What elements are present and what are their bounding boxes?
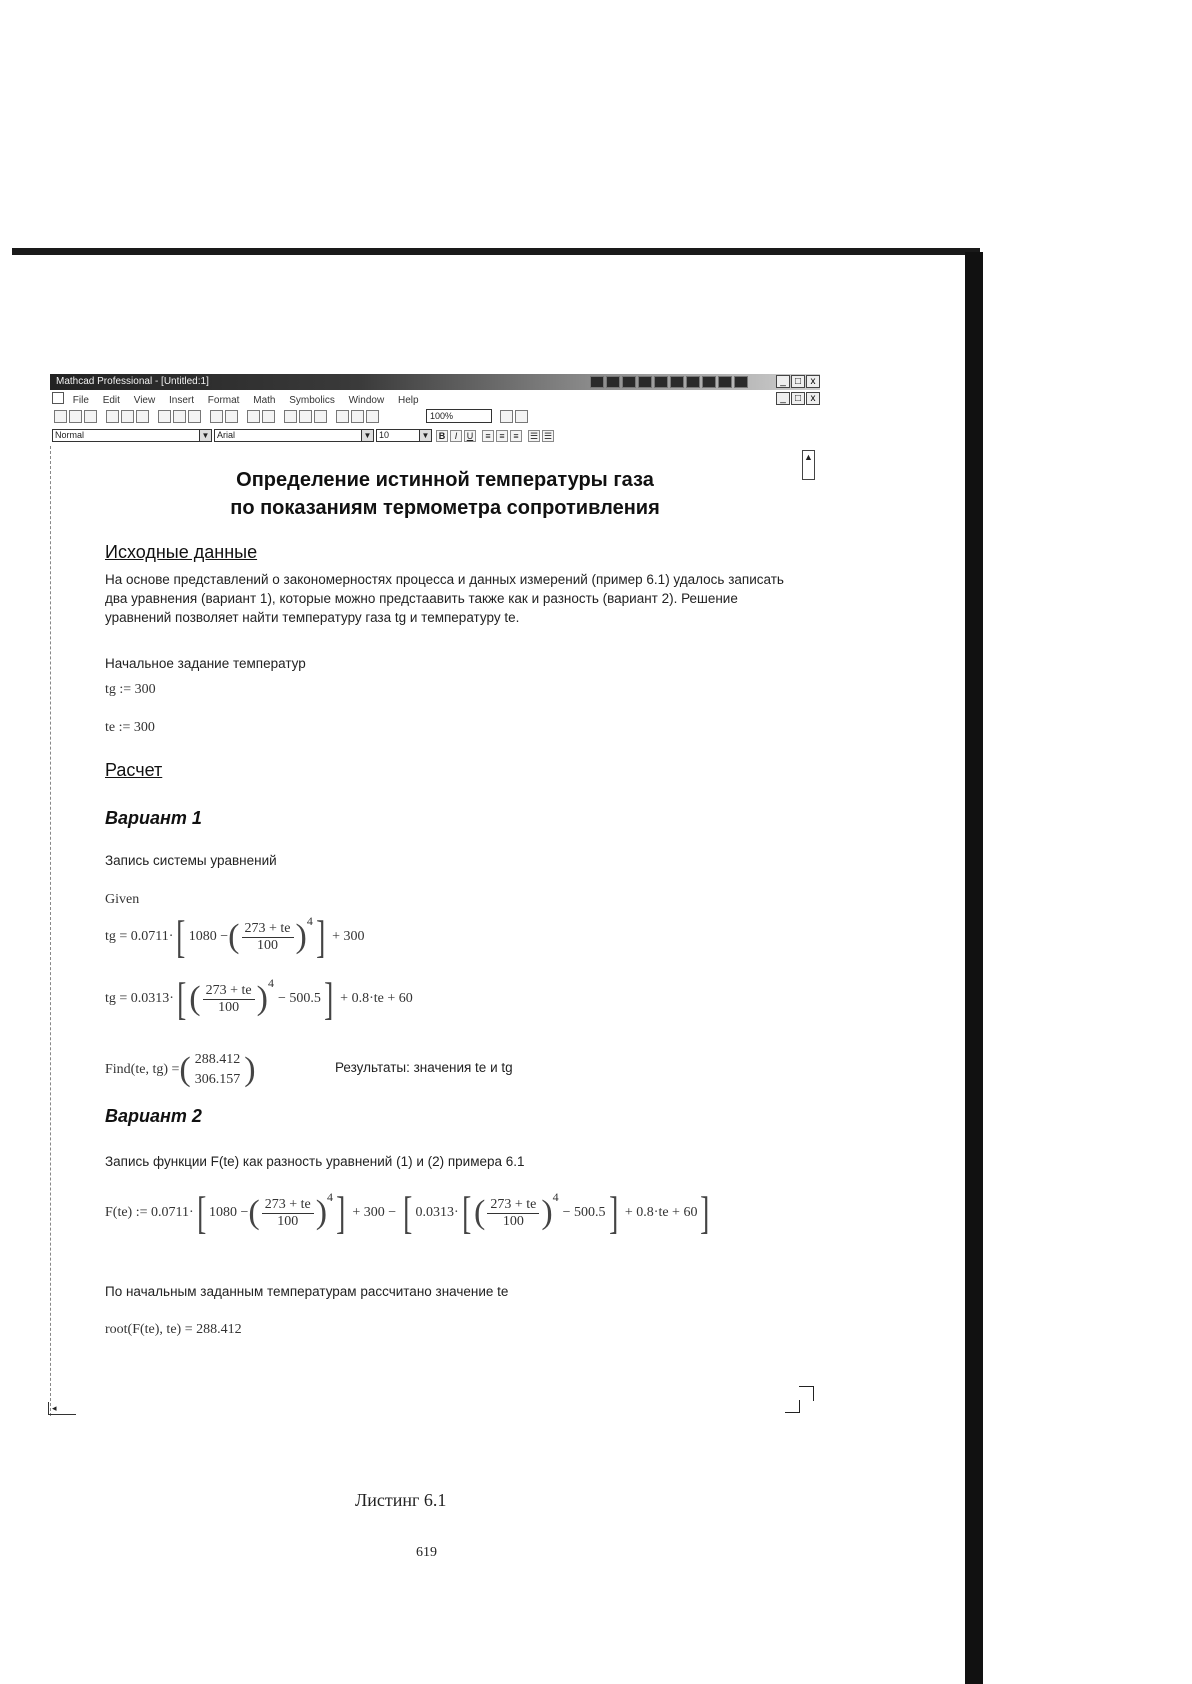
find-tg-value: 306.157 (194, 1072, 241, 1087)
bullets-icon[interactable]: ☰ (529, 431, 539, 441)
func-fraction-2 (487, 1197, 539, 1230)
bracket: [ (196, 1187, 206, 1238)
func-power-2: 4 (552, 1189, 559, 1204)
func-mid: − 500.5 (562, 1205, 606, 1220)
tool-icon[interactable] (718, 376, 732, 388)
system-label: Запись системы уравнений (105, 853, 277, 868)
menu-format[interactable]: Format (207, 395, 240, 406)
variant-1-heading: Вариант 1 (105, 808, 202, 828)
font-size-value: 10 (379, 430, 390, 440)
eq2-lhs: tg = 0.0313· (105, 991, 174, 1006)
window-controls (776, 375, 820, 388)
func-coef-2: 0.0313· (415, 1205, 459, 1220)
listing-caption: Листинг 6.1 (355, 1490, 447, 1510)
bracket: ] (700, 1187, 710, 1238)
chevron-down-icon[interactable]: ▼ (419, 430, 431, 441)
eq2-fraction (203, 983, 255, 1016)
tool-icon[interactable] (590, 376, 604, 388)
section-input-heading: Исходные данные (105, 542, 258, 562)
chevron-down-icon[interactable]: ▼ (361, 430, 373, 441)
eq2-mid: − 500.5 (277, 991, 321, 1006)
tool-icon[interactable] (702, 376, 716, 388)
tool-icon[interactable] (622, 376, 636, 388)
bracket: ] (323, 973, 334, 1024)
eq2-power: 4 (267, 975, 274, 990)
window-title: Mathcad Professional - [Untitled:1] (56, 376, 209, 387)
eq1-power: 4 (306, 913, 313, 928)
menu-window[interactable]: Window (348, 395, 385, 406)
bold-icon[interactable]: B (436, 430, 448, 442)
results-label: Результаты: значения te и tg (335, 1060, 513, 1075)
tool-icon[interactable] (654, 376, 668, 388)
worksheet-left-edge (50, 446, 52, 1416)
menu-edit[interactable]: Edit (102, 395, 120, 406)
paren: ( (189, 980, 201, 1017)
paste-icon[interactable] (188, 410, 201, 423)
find-lhs: Find(te, tg) = (105, 1062, 180, 1077)
paren: ) (315, 1194, 328, 1231)
page-corner-marker (785, 1386, 815, 1414)
intro-text: На основе представлений о закономерностях процесса и данных измерений (пример 6.1) удалось записать два уравнения (вариант 1), которые можно предстаавить также как и разность (вариант 2). Решение уравнений позволяет найти температуру газа tg и температуру te. (105, 572, 784, 625)
insert-unit-icon[interactable] (299, 410, 312, 423)
tool-icon[interactable] (670, 376, 684, 388)
minimize-button[interactable]: _ (776, 375, 790, 388)
font-select[interactable] (214, 429, 374, 442)
eq2-tail: + 0.8·te + 60 (340, 991, 413, 1006)
bracket: ] (608, 1187, 618, 1238)
tool-icon[interactable] (638, 376, 652, 388)
menu-help[interactable]: Help (397, 395, 419, 406)
equation-1[interactable] (105, 911, 365, 962)
undo-icon[interactable] (210, 410, 223, 423)
paren: ( (228, 918, 240, 955)
insert-hyperlink-icon[interactable] (336, 410, 349, 423)
doc-minimize-button[interactable]: _ (776, 392, 790, 405)
func-power-1: 4 (327, 1189, 334, 1204)
title-line-1: Определение истинной температуры газа (236, 469, 654, 491)
align-left-icon[interactable]: ≡ (482, 430, 494, 442)
style-select[interactable] (52, 429, 212, 442)
align-right-icon[interactable]: ≡ (510, 430, 522, 442)
tg-init-expression[interactable]: tg := 300 (105, 682, 156, 697)
resources-icon[interactable] (500, 410, 513, 423)
save-icon[interactable] (84, 410, 97, 423)
menu-bar (50, 392, 820, 406)
func-numerator-2: 273 + te (487, 1197, 539, 1214)
te-init-expression[interactable]: te := 300 (105, 720, 155, 735)
paren: ) (541, 1194, 553, 1231)
open-icon[interactable] (69, 410, 82, 423)
eq1-fraction (242, 921, 294, 954)
insert-function-icon[interactable] (284, 410, 297, 423)
eq1-denominator: 100 (257, 937, 278, 953)
corner-line (785, 1400, 800, 1413)
bracket: [ (176, 911, 186, 962)
function-definition[interactable] (105, 1187, 713, 1238)
eq2-denominator: 100 (218, 999, 240, 1015)
variant-2-heading: Вариант 2 (105, 1106, 202, 1126)
bracket: [ (177, 973, 187, 1024)
component-wizard-icon[interactable] (351, 410, 364, 423)
title-line-2: по показаниям термометра сопротивления (230, 497, 660, 519)
doc-restore-button[interactable]: □ (791, 392, 805, 405)
spell-check-icon[interactable] (136, 410, 149, 423)
menu-insert[interactable]: Insert (168, 395, 194, 406)
bracket: ] (315, 911, 326, 962)
align-down-icon[interactable] (262, 410, 275, 423)
menu-symbolics[interactable]: Symbolics (289, 395, 335, 406)
document-icon[interactable] (52, 392, 64, 404)
numbering-icon[interactable]: ☰ (543, 431, 553, 441)
tool-icon[interactable] (606, 376, 620, 388)
bracket: [ (461, 1187, 471, 1238)
title-bar (50, 374, 820, 390)
cut-icon[interactable] (158, 410, 171, 423)
tool-icon[interactable] (686, 376, 700, 388)
eq1-lhs: tg = 0.0711· (105, 929, 174, 944)
paren: ( (248, 1194, 260, 1231)
zoom-select[interactable] (426, 409, 492, 423)
maximize-button[interactable]: □ (791, 375, 805, 388)
given-keyword[interactable]: Given (105, 892, 140, 907)
paren: ) (244, 1051, 256, 1088)
eq1-numerator: 273 + te (242, 921, 294, 938)
mathcad-window (50, 374, 820, 1436)
eq1-constant: 1080 − (188, 929, 229, 944)
tool-icon[interactable] (734, 376, 748, 388)
root-expression[interactable]: root(F(te), te) = 288.412 (105, 1322, 242, 1337)
menu-view[interactable]: View (133, 395, 156, 406)
func-denominator-1: 100 (277, 1213, 299, 1229)
print-preview-icon[interactable] (121, 410, 134, 423)
eq2-numerator: 273 + te (203, 983, 255, 1000)
function-label: Запись функции F(te) как разность уравнений (1) и (2) примера 6.1 (105, 1154, 525, 1169)
redo-icon[interactable] (225, 410, 238, 423)
equation-2[interactable] (105, 973, 413, 1024)
section-calc-heading: Расчет (105, 760, 163, 780)
find-te-value: 288.412 (194, 1052, 241, 1067)
func-plus: + 300 − (352, 1205, 397, 1220)
align-across-icon[interactable] (247, 410, 260, 423)
corner-line (799, 1386, 814, 1401)
formatting-toolbar (50, 428, 820, 444)
func-numerator-1: 273 + te (262, 1197, 314, 1214)
eq1-tail: + 300 (332, 929, 365, 944)
style-value: Normal (55, 430, 85, 440)
func-constant: 1080 − (208, 1205, 249, 1220)
calculate-icon[interactable] (314, 410, 327, 423)
help-icon[interactable] (515, 410, 528, 423)
horizontal-scrollbar[interactable]: ◂ (48, 1402, 76, 1415)
zoom-value: 100% (430, 411, 454, 421)
page-number: 619 (416, 1545, 437, 1560)
scan-top-edge (12, 248, 980, 255)
copy-icon[interactable] (173, 410, 186, 423)
menu-file[interactable]: File (72, 395, 89, 406)
font-size-select[interactable] (376, 429, 432, 442)
title-toolbar (590, 376, 748, 388)
doc-window-controls (776, 392, 820, 405)
paren: ) (295, 918, 307, 955)
func-fraction-1 (262, 1197, 314, 1230)
init-label: Начальное задание температур (105, 656, 306, 671)
font-value: Arial (217, 430, 236, 440)
italic-icon[interactable]: I (450, 430, 462, 442)
doc-close-button[interactable]: x (806, 392, 820, 405)
func-tail: + 0.8·te + 60 (624, 1205, 698, 1220)
underline-icon[interactable]: U (464, 430, 476, 442)
func-denominator-2: 100 (502, 1213, 524, 1229)
new-icon[interactable] (54, 410, 67, 423)
run-icon[interactable] (366, 410, 379, 423)
find-result-vector (195, 1050, 241, 1090)
find-expression[interactable] (105, 1050, 256, 1090)
paren: ( (179, 1051, 191, 1088)
paren: ) (256, 980, 268, 1017)
paren: ( (474, 1194, 486, 1231)
bracket: [ (403, 1187, 413, 1238)
close-button[interactable]: x (806, 375, 820, 388)
vertical-scrollbar[interactable]: ▲ (802, 450, 815, 480)
print-icon[interactable] (106, 410, 119, 423)
chevron-down-icon[interactable]: ▼ (199, 430, 211, 441)
worksheet[interactable] (50, 446, 820, 1436)
func-lhs: F(te) := 0.0711· (105, 1205, 194, 1220)
standard-toolbar (50, 408, 820, 426)
menu-math[interactable]: Math (253, 395, 276, 406)
align-center-icon[interactable]: ≡ (496, 430, 508, 442)
page-title (120, 466, 770, 522)
root-label: По начальным заданным температурам рассчитано значение te (105, 1284, 509, 1299)
scan-right-edge (965, 252, 983, 1684)
bracket: ] (336, 1187, 346, 1238)
